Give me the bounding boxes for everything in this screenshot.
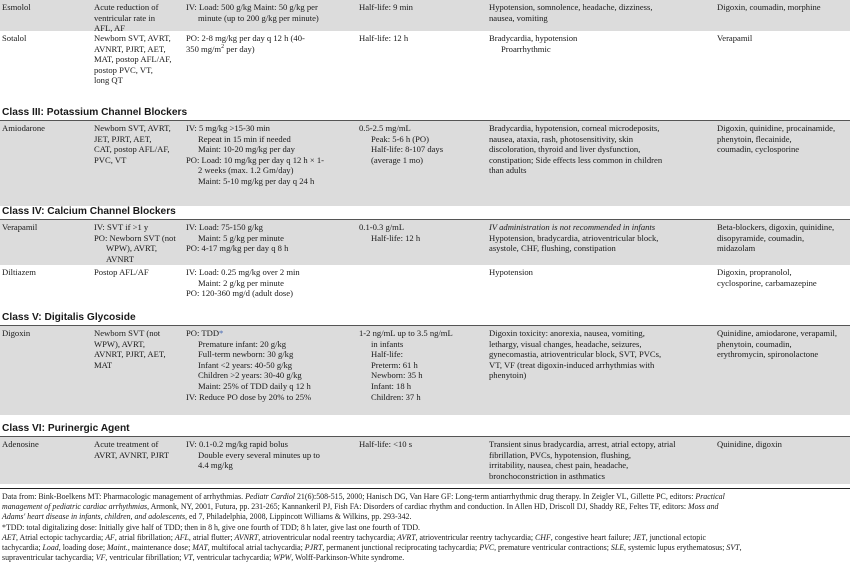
source-line: management of pediatric cardiac arrhythmias, Armonk, NY, 2001, Futura, pp. 231-265; Kannankeril PJ, Fish FA: Disorders of cardiac rhythm and conduction. In Allen HD, Driscoll DJ, Shaddy RE, Feltes TF, editors: Moss and: [2, 502, 719, 512]
cell-line: Newborn: 35 h: [371, 370, 423, 381]
cell-line: IV: 5 mg/kg >15-30 min: [186, 123, 270, 133]
interactions: [717, 123, 850, 155]
cell-line: discoloration, thyroid and liver dysfunction,: [489, 144, 641, 155]
cell-line: IV: 0.1-0.2 mg/kg rapid bolus: [186, 439, 288, 449]
cell-line: Maint: 10-20 mg/kg per day: [198, 144, 295, 155]
cell-line: Preterm: 61 h: [371, 359, 418, 370]
cell-line: phenytoin, coumadin,: [717, 338, 792, 349]
cell-line: midazolam: [717, 243, 756, 254]
cell-line: Repeat in 15 min if needed: [198, 133, 291, 144]
cell-line: IV: Reduce PO dose by 20% to 25%: [186, 391, 312, 402]
cell-line: erythromycin, spironolactone: [717, 349, 819, 360]
drug-name: Digoxin: [2, 328, 31, 338]
tdd-footnote: *TDD: total digitalizing dose: Initially give half of TDD; then in 8 h, give one fourth of TDD; 8 h later, give last one fourth of TDD.: [2, 522, 421, 532]
cell-line: IV: SVT if >1 y: [94, 222, 149, 232]
dosing: [186, 33, 352, 54]
kinetics: [359, 222, 483, 243]
cell-line: Newborn SVT, AVRT,: [94, 123, 171, 133]
cell-line: WPW), AVRT,: [94, 338, 145, 349]
indications: [94, 222, 186, 264]
cell-line: Digoxin, quinidine, procainamide,: [717, 123, 836, 133]
abbreviations-line: AET, Atrial ectopic tachycardia; AF, atrial fibrillation; AFL, atrial flutter; AVNRT, atrioventricular nodal reentry tachycardia; AVRT, atrioventricular reentry tachycardia; CHF, congestive heart failure; JET, junctional ectopic: [2, 532, 706, 542]
dosing-line: 350 $mg/m^2$ per day): [186, 43, 255, 54]
drug-name: Esmolol: [2, 2, 31, 12]
abbreviations-line: tachycardia; Load, loading dose; Maint., maintenance dose; MAT, multifocal atrial tachycardia; PJRT, permanent junctional reciprocating tachycardia; PVC, premature ventricular contractions; SLE, systemic lupus erythematosus; SVT,: [2, 543, 742, 553]
cell-line: in infants: [371, 338, 404, 349]
cell-line: Double every several minutes up to: [198, 449, 320, 460]
cell-line: Hypotension, somnolence, headache, dizziness,: [489, 2, 653, 12]
cell-line: 0.1-0.3 g/mL: [359, 222, 405, 232]
cell-line: AVNRT: [106, 253, 134, 264]
cell-line: Newborn SVT (not: [94, 328, 161, 338]
cell-line: disopyramide, coumadin,: [717, 232, 805, 243]
side-effects: [489, 439, 711, 481]
cell-line: ventricular rate in: [94, 12, 156, 23]
cell-line: Full-term newborn: 30 g/kg: [198, 349, 294, 360]
cell-line: Half-life: <10 s: [359, 439, 413, 449]
cell-line: bronchoconstriction in asthmatics: [489, 470, 605, 481]
cell-line: 0.5-2.5 mg/mL: [359, 123, 411, 133]
cell-line: Postop AFL/AF: [94, 267, 149, 277]
cell-line: 4.4 mg/kg: [198, 460, 233, 471]
table-footnotes: [2, 492, 848, 563]
cell-line: Half-life: 9 min: [359, 2, 413, 12]
cell-line: phenytoin): [489, 370, 527, 381]
cell-line: irritability, nausea, chest pain, headache,: [489, 460, 629, 471]
cell-line: Maint: 25% of TDD daily q 12 h: [198, 380, 311, 391]
section-heading-class-iii: Class III: Potassium Channel Blockers: [2, 107, 188, 118]
cell-line: Hypotension, bradycardia, atrioventricular block,: [489, 232, 659, 243]
cell-line: PVC, VT: [94, 154, 127, 165]
drug-row-amiodarone: [0, 121, 850, 206]
cell-line: AVNRT, PJRT, AET,: [94, 43, 166, 54]
side-effects: [489, 2, 711, 23]
cell-line: Quinidine, digoxin: [717, 439, 782, 449]
interactions: [717, 222, 850, 254]
cell-line: Newborn SVT, AVRT,: [94, 33, 171, 43]
indications: [94, 123, 186, 165]
cell-line: WPW), AVRT,: [106, 243, 157, 254]
cell-line: Acute treatment of: [94, 439, 159, 449]
indications: [94, 267, 186, 278]
cell-line: Infant: 18 h: [371, 380, 412, 391]
cell-line: Hypotension: [489, 267, 533, 277]
side-effects: [489, 267, 711, 278]
cell-line: IV: Load: 500 g/kg Maint: 50 g/kg per: [186, 2, 318, 12]
table-bottom-rule: [0, 488, 850, 489]
cell-line: AVNRT, PJRT, AET,: [94, 349, 166, 360]
cell-line: constipation; Side effects less common in children: [489, 154, 663, 165]
cell-line: PO: Newborn SVT (not: [94, 232, 176, 243]
cell-line: (average 1 mo): [371, 154, 424, 165]
cell-line: gynecomastia, atrioventricular block, SVT, PVCs,: [489, 349, 662, 360]
cell-line: Half-life:: [371, 349, 403, 360]
cell-line: nausea, ataxia, rash, photosensitivity, skin: [489, 133, 634, 144]
cell-line: Maint: 2 g/kg per minute: [198, 277, 284, 288]
drug-name: Amiodarone: [2, 123, 45, 133]
drug-name: Verapamil: [2, 222, 38, 232]
interactions: [717, 328, 850, 360]
cell-line: Proarrhythmic: [501, 43, 551, 54]
drug-row-digoxin: [0, 326, 850, 415]
drug-row-adenosine: [0, 437, 850, 484]
dosing-line: PO: TDD*: [186, 328, 224, 338]
drug-name: Adenosine: [2, 439, 39, 449]
dosing: [186, 267, 352, 299]
dosing: [186, 123, 352, 187]
cell-line: lethargy, visual changes, headache, seizures,: [489, 338, 642, 349]
dosing: [186, 439, 352, 471]
cell-line: Maint: 5-10 mg/kg per day q 24 h: [198, 175, 315, 186]
cell-line: Verapamil: [717, 33, 753, 43]
cell-line: PO: 4-17 mg/kg per day q 8 h: [186, 243, 289, 254]
cell-line: AVRT, AVNRT, PJRT: [94, 449, 170, 460]
cell-line: JET, PJRT, AET,: [94, 133, 152, 144]
side-effects: [489, 328, 711, 381]
cell-line: cyclosporine, carbamazepine: [717, 277, 817, 288]
cell-line: Premature infant: 20 g/kg: [198, 338, 287, 349]
cell-line: CAT, postop AFL/AF,: [94, 144, 170, 155]
cell-line: Half-life: 12 h: [359, 33, 409, 43]
indications: [94, 439, 186, 460]
cell-line: Maint: 5 g/kg per minute: [198, 232, 284, 243]
cell-line: PO: Load: 10 mg/kg per day q 12 h × 1-: [186, 154, 325, 165]
source-line: Data from: Bink-Boelkens MT: Pharmacologic management of arrhythmias. Pediatr Cardiol 21(6):508-515, 2000; Hanisch DG, Van Hare GF: Long-term antiarrhythmic drug therapy. In Zeigler VL, Gillette PC, editors: Practical: [2, 492, 725, 501]
drug-row-sotalol: [0, 31, 850, 95]
cell-line: MAT, postop AFL/AF,: [94, 54, 172, 65]
footnote-marker: *: [219, 328, 224, 338]
cell-line: Half-life: 8-107 days: [371, 144, 444, 155]
cell-line: Half-life: 12 h: [371, 232, 421, 243]
dosing: [186, 222, 352, 254]
side-effects: [489, 123, 711, 176]
indications: [94, 33, 186, 86]
cell-line: IV: Load: 75-150 g/kg: [186, 222, 263, 232]
cell-line: Digoxin toxicity: anorexia, nausea, vomiting,: [489, 328, 645, 338]
cell-line: PO: 120-360 mg/d (adult dose): [186, 288, 293, 299]
cell-line: Transient sinus bradycardia, arrest, atrial ectopy, atrial: [489, 439, 676, 449]
dosing: [186, 328, 352, 402]
kinetics: [359, 2, 483, 13]
kinetics: [359, 33, 483, 44]
cell-line: Bradycardia, hypotension, corneal microdeposits,: [489, 123, 660, 133]
cell-line: 1-2 ng/mL up to 3.5 ng/mL: [359, 328, 453, 338]
interactions: [717, 33, 850, 44]
cell-line: 2 weeks (max. 1.2 Gm/day): [198, 165, 294, 176]
cell-line: coumadin, cyclosporine: [717, 144, 800, 155]
cell-line: phenytoin, flecainide,: [717, 133, 792, 144]
section-heading-class-v: Class V: Digitalis Glycoside: [2, 312, 136, 323]
drug-name: Sotalol: [2, 33, 27, 43]
cell-line: than adults: [489, 165, 527, 176]
cell-line: long QT: [94, 75, 123, 86]
dosing: [186, 2, 352, 23]
cell-line: asystole, CHF, flushing, constipation: [489, 243, 616, 254]
cell-line: AFL, AF: [94, 23, 126, 34]
interactions: [717, 2, 850, 13]
drug-row-diltiazem: [0, 265, 850, 308]
cell-line: postop PVC, VT,: [94, 64, 153, 75]
drug-row-esmolol: [0, 0, 850, 34]
section-heading-class-vi: Class VI: Purinergic Agent: [2, 423, 130, 434]
side-effects-list: [489, 233, 711, 254]
cell-line: Quinidine, amiodarone, verapamil,: [717, 328, 838, 338]
cell-line: Children >2 years: 30-40 g/kg: [198, 370, 302, 381]
kinetics: [359, 123, 483, 165]
cell-line: MAT: [94, 359, 113, 370]
cell-line: Digoxin, coumadin, morphine: [717, 2, 821, 12]
cell-line: fibrillation, PVCs, hypotension, flushing,: [489, 449, 632, 460]
source-line: Adams' heart disease in infants, children, and adolescents, ed 7, Philadelphia, 2008, Lippincott Williams & Wilkins, pp. 293-342.: [2, 512, 412, 522]
cell-line: nausea, vomiting: [489, 12, 548, 23]
interactions: [717, 267, 850, 288]
cell-line: Beta-blockers, digoxin, quinidine,: [717, 222, 835, 232]
dosing-line: PO: 2-8 mg/kg per day q 12 h (40-: [186, 33, 305, 43]
drug-name: Diltiazem: [2, 267, 36, 277]
abbreviations-line: supraventricular tachycardia; VF, ventricular fibrillation; VT, ventricular tachycardia; WPW, Wolff-Parkinson-White syndrome.: [2, 553, 405, 563]
side-effects-note: IV administration is not recommended in infants: [489, 222, 656, 232]
drug-row-verapamil: [0, 220, 850, 265]
cell-line: VT, VF (treat digoxin-induced arrhythmias with: [489, 359, 655, 370]
cell-line: IV: Load: 0.25 mg/kg over 2 min: [186, 267, 300, 277]
side-effects: [489, 33, 711, 54]
kinetics: [359, 439, 483, 450]
cell-line: minute (up to 200 g/kg per minute): [198, 12, 319, 23]
dosing-list: [186, 339, 352, 403]
indications: [94, 328, 186, 370]
cell-line: Infant <2 years: 40-50 g/kg: [198, 359, 293, 370]
cell-line: Digoxin, propranolol,: [717, 267, 792, 277]
cell-line: Peak: 5-6 h (PO): [371, 133, 429, 144]
cell-line: Children: 37 h: [371, 391, 421, 402]
side-effects: [489, 222, 711, 254]
section-heading-class-iv: Class IV: Calcium Channel Blockers: [2, 206, 176, 217]
cell-line: Acute reduction of: [94, 2, 159, 12]
interactions: [717, 439, 850, 450]
cell-line: Bradycardia, hypotension: [489, 33, 578, 43]
indications: [94, 2, 186, 34]
kinetics: [359, 328, 483, 402]
